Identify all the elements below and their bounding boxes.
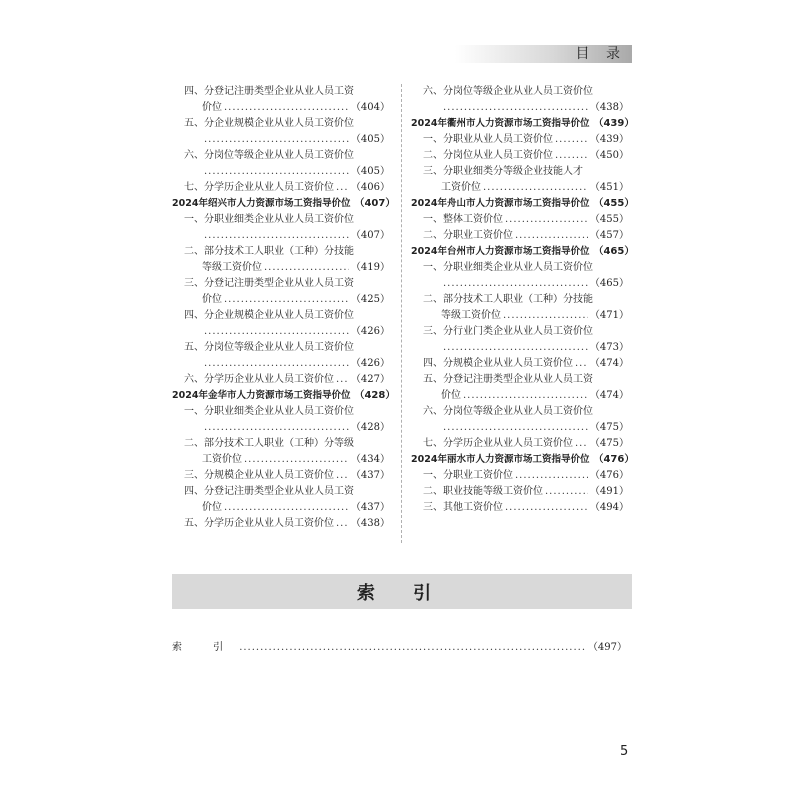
toc-left-column [172, 84, 396, 532]
toc-entry-title: 一、分职业细类企业从业人员工资价位 [423, 262, 593, 273]
toc-entry-page: （426） [350, 326, 390, 337]
toc-entry-line [411, 436, 629, 452]
toc-entry-page: （428） [350, 422, 390, 433]
toc-entry-page: （426） [350, 358, 390, 369]
toc-entry-line [172, 228, 390, 244]
toc-entry-line [411, 260, 629, 276]
toc-entry-line [411, 388, 629, 404]
header-band [455, 45, 632, 63]
toc-entry-page: （419） [350, 262, 390, 273]
toc-entry-title: 一、分职业从业人员工资价位 [423, 134, 553, 145]
toc-entry-line [411, 164, 629, 180]
toc-entry-title: 一、整体工资价位 [423, 214, 503, 225]
toc-entry[interactable] [411, 260, 629, 292]
toc-entry-line [411, 484, 629, 500]
toc-entry-title: 二、分岗位从业人员工资价位 [423, 150, 553, 161]
toc-section-heading[interactable] [411, 452, 635, 468]
toc-entry[interactable] [411, 500, 629, 516]
toc-entry-title: 一、分职业工资价位 [423, 470, 513, 481]
toc-entry-title: 二、分职业工资价位 [423, 230, 513, 241]
toc-entry-page: （474） [589, 390, 629, 401]
toc-entry[interactable] [411, 484, 629, 500]
toc-entry-line [411, 116, 635, 132]
toc-entry[interactable] [411, 212, 629, 228]
toc-entry[interactable] [172, 148, 390, 180]
toc-entry-line [172, 324, 390, 340]
toc-entry-line [411, 404, 629, 420]
toc-entry-continuation: 工资价位 [441, 182, 481, 193]
toc-entry-title: 二、部分技术工人职业（工种）分等级 [184, 438, 354, 449]
toc-entry-line [411, 292, 629, 308]
leader-dots [443, 340, 588, 356]
toc-entry-title: 一、分职业细类企业从业人员工资价位 [184, 214, 354, 225]
toc-entry-page: （465） [589, 278, 629, 289]
index-entry[interactable] [172, 638, 627, 654]
leader-dots [204, 356, 349, 372]
toc-entry-title: 2024年舟山市人力资源市场工资指导价位 [411, 198, 590, 209]
toc-entry-page: （407） [350, 230, 390, 241]
leader-dots [264, 260, 349, 276]
toc-entry-page: （455） [593, 198, 635, 209]
toc-entry-title: 六、分岗位等级企业从业人员工资价位 [423, 86, 593, 97]
toc-section-heading[interactable] [172, 196, 396, 212]
leader-dots [515, 228, 588, 244]
toc-entry[interactable] [411, 84, 629, 116]
toc-entry-page: （457） [589, 230, 629, 241]
toc-entry-line [172, 116, 390, 132]
leader-dots [204, 420, 349, 436]
toc-entry-title: 五、分岗位等级企业从业人员工资价位 [184, 342, 354, 353]
toc-entry[interactable] [172, 340, 390, 372]
toc-section-heading[interactable] [411, 116, 635, 132]
toc-entry[interactable] [411, 292, 629, 324]
leader-dots [575, 356, 588, 372]
toc-entry-title: 四、分登记注册类型企业从业人员工资 [184, 86, 354, 97]
toc-entry-continuation: 等级工资价位 [202, 262, 262, 273]
toc-entry-line [411, 132, 629, 148]
leader-dots [244, 452, 349, 468]
leader-dots [204, 164, 349, 180]
toc-entry[interactable] [411, 148, 629, 164]
toc-entry-title: 七、分学历企业从业人员工资价位 [184, 182, 334, 193]
toc-entry[interactable] [172, 276, 390, 308]
toc-entry[interactable] [411, 164, 629, 196]
leader-dots [505, 212, 588, 228]
toc-entry-line [411, 308, 629, 324]
toc-entry-page: （494） [589, 502, 629, 513]
toc-entry-line [172, 484, 390, 500]
toc-entry-page: （405） [350, 166, 390, 177]
toc-entry[interactable] [172, 116, 390, 148]
toc-entry-line [172, 292, 390, 308]
toc-entry-line [411, 180, 629, 196]
toc-entry-line [411, 100, 629, 116]
toc-entry-continuation: 价位 [202, 502, 222, 513]
toc-entry-page: （407） [354, 198, 396, 209]
leader-dots [204, 324, 349, 340]
leader-dots [224, 292, 349, 308]
toc-entry-line [172, 100, 390, 116]
leader-dots [336, 468, 349, 484]
index-title: 索 引 [356, 582, 448, 604]
toc-entry[interactable] [411, 324, 629, 356]
toc-entry-line [172, 516, 390, 532]
toc-entry[interactable] [411, 356, 629, 372]
toc-entry-page: （451） [589, 182, 629, 193]
toc-entry-page: （474） [589, 358, 629, 369]
toc-entry-title: 一、分职业细类企业从业人员工资价位 [184, 406, 354, 417]
toc-entry-line [172, 452, 390, 468]
toc-entry-line [172, 244, 390, 260]
toc-entry-title: 五、分登记注册类型企业从业人员工资 [423, 374, 593, 385]
toc-entry-page: （404） [350, 102, 390, 113]
toc-entry-line [172, 260, 390, 276]
toc-entry[interactable] [411, 468, 629, 484]
toc-entry-page: （427） [350, 374, 390, 385]
toc-entry-page: （438） [350, 518, 390, 529]
toc-entry-page: （405） [350, 134, 390, 145]
leader-dots [545, 484, 588, 500]
toc-entry-title: 二、部分技术工人职业（工种）分技能 [423, 294, 593, 305]
index-banner [172, 574, 632, 609]
toc-entry-line [172, 84, 390, 100]
toc-entry-page: （473） [589, 342, 629, 353]
toc-entry-line [172, 436, 390, 452]
toc-entry-title: 四、分规模企业从业人员工资价位 [423, 358, 573, 369]
toc-entry-page: （406） [350, 182, 390, 193]
toc-entry-line [411, 148, 629, 164]
header-title: 目 录 [575, 46, 626, 62]
toc-entry-page: （465） [593, 246, 635, 257]
leader-dots [555, 148, 588, 164]
toc-entry-page: （438） [589, 102, 629, 113]
toc-section-heading[interactable] [172, 388, 396, 404]
toc-entry-page: （476） [593, 454, 635, 465]
leader-dots [555, 132, 588, 148]
toc-entry-title: 六、分学历企业从业人员工资价位 [184, 374, 334, 385]
toc-entry[interactable] [172, 180, 390, 196]
toc-entry[interactable] [172, 516, 390, 532]
toc-entry[interactable] [411, 228, 629, 244]
toc-entry-title: 三、其他工资价位 [423, 502, 503, 513]
toc-entry-line [411, 356, 629, 372]
toc-entry-line [411, 196, 635, 212]
toc-entry-line [172, 276, 390, 292]
toc-entry-line [172, 308, 390, 324]
toc-entry-title: 三、分职业细类分等级企业技能人才 [423, 166, 583, 177]
toc-entry-line [411, 500, 629, 516]
toc-entry-title: 二、部分技术工人职业（工种）分技能 [184, 246, 354, 257]
toc-entry-title: 2024年台州市人力资源市场工资指导价位 [411, 246, 590, 257]
toc-entry-line [411, 324, 629, 340]
toc-entry[interactable] [172, 308, 390, 340]
toc-entry-line [172, 372, 390, 388]
toc-entry-page: （437） [350, 470, 390, 481]
toc-section-heading[interactable] [411, 244, 635, 260]
toc-entry-title: 2024年绍兴市人力资源市场工资指导价位 [172, 198, 351, 209]
toc-entry-line [411, 244, 635, 260]
toc-entry-title: 四、分登记注册类型企业从业人员工资 [184, 486, 354, 497]
toc-entry[interactable] [172, 436, 390, 468]
toc-entry-title: 三、分登记注册类型企业从业人员工资 [184, 278, 354, 289]
toc-entry-title: 2024年丽水市人力资源市场工资指导价位 [411, 454, 590, 465]
toc-entry-title: 七、分学历企业从业人员工资价位 [423, 438, 573, 449]
leader-dots [575, 436, 588, 452]
toc-entry-line [172, 340, 390, 356]
toc-entry[interactable] [172, 468, 390, 484]
leader-dots [503, 308, 588, 324]
toc-entry-line [172, 356, 390, 372]
toc-entry[interactable] [172, 244, 390, 276]
toc-entry-page: （455） [589, 214, 629, 225]
toc-entry-page: （434） [350, 454, 390, 465]
toc-entry-title: 五、分企业规模企业从业人员工资价位 [184, 118, 354, 129]
toc-entry[interactable] [172, 404, 390, 436]
toc-entry-continuation: 等级工资价位 [441, 310, 501, 321]
toc-entry-continuation: 工资价位 [202, 454, 242, 465]
toc-entry-continuation: 价位 [202, 294, 222, 305]
toc-entry-page: （439） [589, 134, 629, 145]
leader-dots [239, 642, 586, 653]
toc-entry-page: （437） [350, 502, 390, 513]
toc-entry-title: 四、分企业规模企业从业人员工资价位 [184, 310, 354, 321]
leader-dots [505, 500, 588, 516]
toc-entry-line [172, 212, 390, 228]
toc-entry[interactable] [411, 372, 629, 404]
toc-entry-line [411, 84, 629, 100]
leader-dots [336, 516, 349, 532]
toc-entry-page: （491） [589, 486, 629, 497]
toc-entry-title: 五、分学历企业从业人员工资价位 [184, 518, 334, 529]
leader-dots [515, 468, 588, 484]
toc-entry-line [172, 500, 390, 516]
toc-entry-title: 三、分行业门类企业从业人员工资价位 [423, 326, 593, 337]
toc-entry[interactable] [172, 372, 390, 388]
toc-entry-continuation: 价位 [202, 102, 222, 113]
toc-entry-line [172, 468, 390, 484]
toc-section-heading[interactable] [411, 196, 635, 212]
toc-entry-page: （471） [589, 310, 629, 321]
toc-entry-line [411, 212, 629, 228]
index-entry-label: 索 引 [172, 642, 238, 653]
leader-dots [336, 372, 349, 388]
toc-entry[interactable] [172, 484, 390, 516]
leader-dots [336, 180, 349, 196]
toc-entry-line [172, 132, 390, 148]
toc-entry-continuation: 价位 [441, 390, 461, 401]
leader-dots [483, 180, 588, 196]
leader-dots [204, 228, 349, 244]
toc-entry-title: 三、分规模企业从业人员工资价位 [184, 470, 334, 481]
toc-entry-line [172, 420, 390, 436]
toc-entry-page: （475） [589, 422, 629, 433]
leader-dots [463, 388, 588, 404]
toc-entry-title: 2024年金华市人力资源市场工资指导价位 [172, 390, 351, 401]
toc-entry-title: 二、职业技能等级工资价位 [423, 486, 543, 497]
toc-entry-title: 六、分岗位等级企业从业人员工资价位 [184, 150, 354, 161]
toc-entry-page: （476） [589, 470, 629, 481]
leader-dots [443, 420, 588, 436]
leader-dots [443, 276, 588, 292]
toc-entry-line [172, 404, 390, 420]
leader-dots [224, 500, 349, 516]
leader-dots [443, 100, 588, 116]
toc-entry-line [411, 276, 629, 292]
toc-entry-line [172, 180, 390, 196]
page-number: 5 [620, 744, 629, 759]
leader-dots [204, 132, 349, 148]
toc-entry-page: （428） [354, 390, 396, 401]
index-entry-page: （497） [587, 642, 627, 653]
toc-entry-line [411, 452, 635, 468]
toc-entry[interactable] [411, 436, 629, 452]
toc-entry-page: （425） [350, 294, 390, 305]
toc-entry-line [411, 372, 629, 388]
toc-entry[interactable] [172, 84, 390, 116]
toc-entry-page: （450） [589, 150, 629, 161]
toc-entry-title: 六、分岗位等级企业从业人员工资价位 [423, 406, 593, 417]
toc-entry[interactable] [411, 132, 629, 148]
toc-entry-line [172, 196, 396, 212]
toc-entry-page: （475） [589, 438, 629, 449]
toc-entry-line [172, 148, 390, 164]
column-divider [401, 84, 402, 543]
toc-entry-line [411, 468, 629, 484]
toc-entry-title: 2024年衢州市人力资源市场工资指导价位 [411, 118, 590, 129]
toc-entry[interactable] [172, 212, 390, 244]
toc-entry-line [172, 164, 390, 180]
toc-entry-line [172, 388, 396, 404]
toc-right-column [411, 84, 635, 516]
toc-entry-line [411, 340, 629, 356]
toc-entry-line [411, 420, 629, 436]
toc-entry[interactable] [411, 404, 629, 436]
leader-dots [224, 100, 349, 116]
toc-entry-page: （439） [593, 118, 635, 129]
toc-entry-line [411, 228, 629, 244]
